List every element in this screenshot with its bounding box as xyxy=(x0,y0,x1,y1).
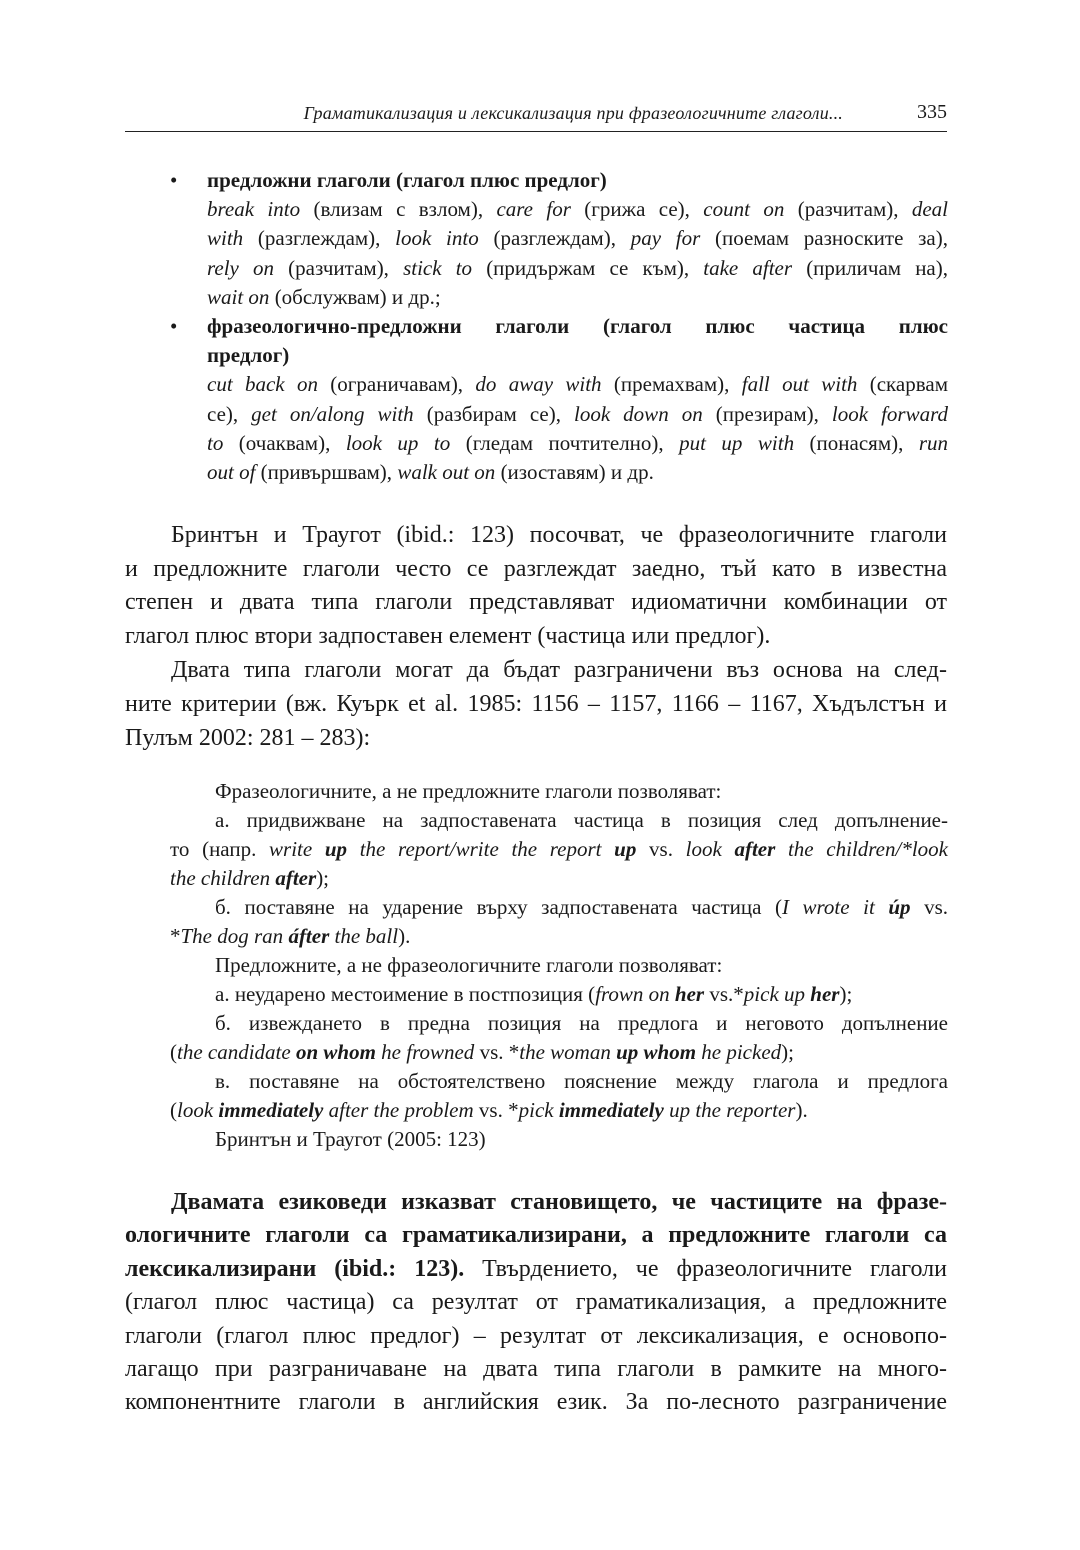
text-run: (привършвам), xyxy=(255,460,398,485)
italic-run: write xyxy=(269,837,325,861)
text-line xyxy=(207,283,948,312)
text-run: (глагол плюс частица) са резултат от граматикализация, а предложните xyxy=(125,1289,947,1316)
italic-run: pick xyxy=(518,1098,559,1122)
bullet-prepositional-verbs xyxy=(170,166,948,312)
text-run: (разглеждам), xyxy=(243,226,396,251)
paragraph-line: ните критерии (вж. Куърк et al. 1985: 1156 – 1157, 1166 – 1167, Хъдълстън и xyxy=(125,690,947,717)
italic-run: get on/along with xyxy=(251,401,414,426)
italic-run: after the problem xyxy=(323,1098,474,1122)
body-text-upper xyxy=(125,519,947,755)
text-run: (очаквам), xyxy=(223,430,346,455)
text-run: vs. * xyxy=(473,1098,519,1122)
text-line xyxy=(207,254,948,283)
bullet-heading: предложни глаголи (глагол плюс предлог) xyxy=(207,168,607,192)
bold-italic-run: úp xyxy=(888,895,911,919)
paragraph-line: Двата типа глаголи могат да бъдат разграничени въз основа на след- xyxy=(171,657,947,684)
text-run: ); xyxy=(781,1040,794,1064)
italic-run: rely on xyxy=(207,255,275,280)
italic-run: look into xyxy=(395,226,479,251)
text-run: ( xyxy=(170,1098,177,1122)
italic-run: out of xyxy=(207,460,256,485)
text-run: vs. * xyxy=(474,1040,520,1064)
italic-run: the children/*look xyxy=(775,837,948,861)
text-line xyxy=(207,195,948,224)
text-line xyxy=(207,429,948,458)
text-run: Фразеологичните, а не предложните глаголи позволяват: xyxy=(215,779,722,803)
quote-line xyxy=(170,922,948,951)
italic-run: up the reporter xyxy=(663,1098,796,1122)
bold-italic-run: up xyxy=(324,837,348,861)
bold-run: лексикализирани (ibid.: 123). xyxy=(125,1255,465,1282)
text-run: ). xyxy=(795,1098,808,1122)
page-number: 335 xyxy=(917,101,947,123)
bullet-marker: • xyxy=(170,168,178,192)
paragraph-line: Бринтън и Траугот (ibid.: 123) посочват, че фразеологичните глаголи xyxy=(171,522,947,548)
italic-run: walk out on xyxy=(397,460,496,485)
italic-run: look up to xyxy=(345,430,451,455)
text-run: (грижа се), xyxy=(570,197,704,222)
text-run: Предложните, а не фразеологичните глаголи позволяват: xyxy=(215,953,723,977)
text-run: (поемам разноските за), xyxy=(700,226,948,251)
text-run: лагащо при разграничаване на двата типа глаголи в рамките на много- xyxy=(125,1356,947,1383)
text-run: (разглеждам), xyxy=(478,226,631,251)
text-run: глаголи (глагол плюс предлог) – резултат от лексикализация, е основопо- xyxy=(125,1322,947,1349)
text-line xyxy=(125,1286,947,1319)
italic-run: do away with xyxy=(475,372,602,397)
quote-line xyxy=(170,980,948,1009)
bold-italic-run: after xyxy=(275,866,317,890)
text-run: се), xyxy=(207,401,252,426)
text-run: (придържам се към), xyxy=(472,255,704,280)
italic-run: the candidate xyxy=(177,1040,296,1064)
bullet-heading xyxy=(207,312,948,370)
quote-line xyxy=(170,806,948,835)
text-run: (гледам почтително), xyxy=(450,430,680,455)
italic-run: with xyxy=(207,226,244,251)
text-line xyxy=(207,458,948,487)
bold-italic-run: immediately xyxy=(558,1098,664,1122)
text-run: (презирам), xyxy=(702,401,832,426)
italic-run: look down on xyxy=(574,401,703,426)
paragraph-line: Пулъм 2002: 281 – 283): xyxy=(125,724,371,751)
italic-run: the woman xyxy=(519,1040,617,1064)
quote-line xyxy=(170,864,948,893)
text-line xyxy=(207,370,948,399)
text-run: (изоставям) и др. xyxy=(495,460,654,485)
text-line xyxy=(125,1320,947,1353)
bold-italic-run: her xyxy=(810,982,840,1006)
italic-run: deal xyxy=(911,197,948,222)
italic-run: to xyxy=(207,430,224,455)
text-run: в. поставяне на обстоятелствено пояснение между глагола и предлога xyxy=(215,1069,948,1093)
italic-run: he picked xyxy=(696,1040,782,1064)
italic-run: take after xyxy=(703,255,793,280)
italic-run: stick to xyxy=(403,255,473,280)
italic-run: The dog ran xyxy=(180,924,289,948)
italic-run: run xyxy=(918,430,948,455)
bullet-phrasal-prepositional-verbs xyxy=(170,312,948,487)
text-run: то (напр. xyxy=(170,837,270,861)
quote-line xyxy=(170,1067,948,1096)
quote-line xyxy=(170,893,948,922)
italic-run: put up with xyxy=(679,430,795,455)
italic-run: fall out with xyxy=(741,372,858,397)
text-run: ). xyxy=(398,924,411,948)
italic-run: pick up xyxy=(743,982,811,1006)
quote-line xyxy=(170,1038,948,1067)
bullet-list xyxy=(170,166,948,487)
italic-run: the ball xyxy=(329,924,399,948)
italic-run: the children xyxy=(170,866,276,890)
quote-line xyxy=(170,1125,948,1154)
text-run: (премахвам), xyxy=(601,372,742,397)
paragraph xyxy=(125,654,947,755)
text-run: а. неударено местоимение в постпозиция ( xyxy=(215,982,596,1006)
bold-italic-run: her xyxy=(674,982,705,1006)
bold-italic-run: on whom xyxy=(295,1040,376,1064)
text-run: (скарвам xyxy=(857,372,949,397)
bold-run: ологичните глаголи са граматикализирани, а предложните глаголи са xyxy=(125,1222,947,1249)
text-run: ( xyxy=(170,1040,177,1064)
italic-run: he frowned xyxy=(375,1040,475,1064)
text-run: б. извеждането в предна позиция на предлога и неговото допълнение xyxy=(215,1011,948,1035)
bold-italic-run: up whom xyxy=(616,1040,697,1064)
text-run: (ограничавам), xyxy=(317,372,476,397)
text-run: vs. xyxy=(636,837,686,861)
text-line xyxy=(125,1186,947,1219)
block-quote xyxy=(170,777,948,1154)
quote-line xyxy=(170,951,948,980)
text-line xyxy=(125,1353,947,1386)
bold-italic-run: immediately xyxy=(218,1098,324,1122)
bullet-examples xyxy=(207,195,948,312)
paragraph-line: глагол плюс втори задпоставен елемент (частица или предлог). xyxy=(125,622,771,649)
italic-run: count on xyxy=(703,197,785,222)
text-run: а. придвижване на задпоставената частица в позиция след допълнение- xyxy=(215,808,948,832)
text-run: ); xyxy=(316,866,330,890)
body-text-lower xyxy=(125,1186,947,1420)
bullet-examples xyxy=(207,370,948,487)
text-line xyxy=(125,1219,947,1252)
text-run: б. поставяне на ударение върху задпоставената частица ( xyxy=(215,895,782,919)
italic-run: look xyxy=(177,1098,219,1122)
bold-run: Двамата езиковеди изказват становището, че частиците на фразе- xyxy=(171,1189,947,1215)
italic-run: look forward xyxy=(831,401,948,426)
text-run: (приличам на), xyxy=(792,255,948,280)
italic-run: the report/write the report xyxy=(347,837,615,861)
text-run: (разчитам), xyxy=(784,197,912,222)
text-run: (влизам с взлом), xyxy=(300,197,497,222)
text-run: (понасям), xyxy=(794,430,919,455)
bullet-heading-line: фразеологично-предложни глаголи (глагол плюс частица плюс xyxy=(207,314,948,339)
running-header xyxy=(125,103,947,132)
italic-run: pay for xyxy=(630,226,701,251)
text-run: компонентните глаголи в английския език. За по-лесното разграничение xyxy=(125,1389,947,1416)
text-run: Твърдението, че фразеологичните глаголи xyxy=(464,1255,948,1282)
text-run: (обслужвам) и др.; xyxy=(269,284,441,309)
text-run: vs.* xyxy=(704,982,744,1006)
text-line xyxy=(125,1253,947,1286)
italic-run: cut back on xyxy=(207,372,318,397)
quote-line xyxy=(170,777,948,806)
paragraph-line: и предложните глаголи често се разглеждат заедно, тъй като в известна xyxy=(125,555,947,582)
italic-run: frown on xyxy=(595,982,675,1006)
bullet-heading-line: предлог) xyxy=(207,343,290,368)
text-run: (разбирам се), xyxy=(413,401,575,426)
bullet-marker: • xyxy=(170,314,178,339)
text-run: ); xyxy=(839,982,853,1006)
italic-run: care for xyxy=(496,197,571,222)
text-line xyxy=(207,224,948,253)
running-title: Граматикализация и лексикализация при фразеологичните глаголи... xyxy=(303,103,843,123)
quote-line xyxy=(170,1096,948,1125)
italic-run: break into xyxy=(207,197,301,222)
quote-line xyxy=(170,1009,948,1038)
bold-italic-run: up xyxy=(614,837,637,861)
paragraph-line: степен и двата типа глаголи представляват идиоматични комбинации от xyxy=(125,589,947,616)
bold-italic-run: after xyxy=(734,837,776,861)
text-line xyxy=(125,1386,947,1419)
text-run: (разчитам), xyxy=(274,255,404,280)
quote-line xyxy=(170,835,948,864)
italic-run: look xyxy=(685,837,735,861)
text-line xyxy=(207,400,948,429)
text-run: Бринтън и Траугот (2005: 123) xyxy=(215,1127,486,1151)
bold-italic-run: áfter xyxy=(288,924,330,948)
text-run: * xyxy=(170,924,181,948)
paragraph xyxy=(125,519,947,653)
italic-run: I wrote it xyxy=(781,895,889,919)
text-run: vs. xyxy=(910,895,948,919)
italic-run: wait on xyxy=(207,284,270,309)
